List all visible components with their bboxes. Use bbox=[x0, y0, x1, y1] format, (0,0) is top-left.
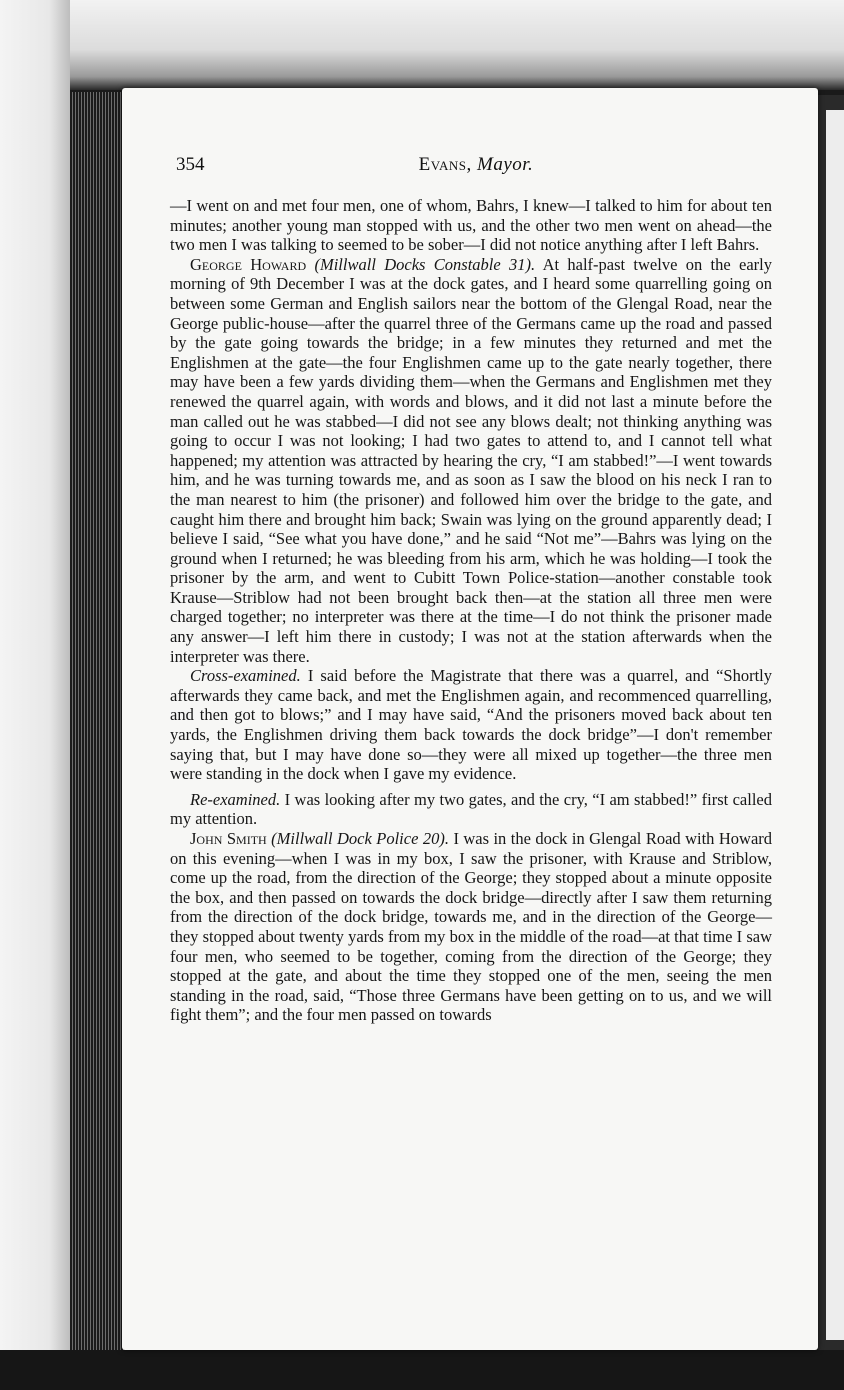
scan-background-top bbox=[0, 0, 844, 90]
page-number: 354 bbox=[176, 154, 205, 175]
page-header bbox=[176, 154, 776, 184]
facing-page-edge bbox=[826, 110, 844, 1340]
section-label: Cross-examined. bbox=[190, 666, 301, 686]
paragraph-text: I said before the Magistrate that there was a quarrel, and “Shortly afterwards they came back, and met the Englishmen again, and recommenced quarrelling, and then got to blows;” and I may have said, “And the prisoners moved back about ten yards, the Englishmen driving them back towards the dock bridge”—I don't remember saying that, but I may have done so—they were all mixed up together—the three men were standing in the dock when I gave my evidence. bbox=[170, 666, 773, 784]
running-title-office: Mayor. bbox=[477, 154, 534, 175]
witness-name: John Smith bbox=[190, 829, 267, 848]
witness-role: (Millwall Dock Police 20). bbox=[271, 829, 449, 848]
book-page-edges bbox=[70, 92, 128, 1350]
witness-name: George Howard bbox=[190, 254, 307, 274]
running-title-name: Evans, bbox=[418, 154, 472, 175]
witness-role: (Millwall Docks Constable 31). bbox=[314, 254, 536, 274]
page-body bbox=[170, 196, 772, 1025]
paragraph-testimony-smith bbox=[170, 829, 772, 1025]
paragraph-testimony-howard bbox=[170, 255, 772, 666]
paragraph-text: —I went on and met four men, one of whom, Bahrs, I knew—I talked to him for about ten minutes; another young man stopped with us, and the other two men went on ahead—the two men I was talking to seemed to be sober—I did not notice anything after I left Bahrs. bbox=[170, 196, 772, 255]
paragraph-text: I was in the dock in Glengal Road with Howard on this evening—when I was in my box, I saw the prisoner, with Krause and Striblow, come up the road, from the direction of the George; they stopped about a minute opposite the box, and then passed on towards the dock bridge—directly after I saw them returning from the direction of the dock bridge, towards me, and in the direction of the George—they stopped about twenty yards from my box in the middle of the road—at that time I saw four men, who seemed to be together, coming from the direction of the George; they stopped at the gate, and about the time they stopped one of the men, seeing the men standing in the road, said, “Those three Germans have been getting on to us, and we will fight them”; and the four men passed on towards bbox=[170, 829, 773, 1025]
paragraph-cross-examined bbox=[170, 666, 772, 784]
book-page bbox=[122, 88, 818, 1350]
section-label: Re-examined. bbox=[190, 789, 281, 809]
paragraph-text: At half-past twelve on the early morning of 9th December I was at the dock gates, and I heard some quarrelling going on between some German and English sailors near the bottom of the Glengal Road, near the George public-house—after the quarrel three of the Germans came up the road and passed by the gate going towards the bridge; in a few minutes they returned and met the Englishmen at the gate—the four Englishmen came up to the gate nearly together, there may have been a few yards dividing them—when the Germans and Englishmen met they renewed the quarrel again, with words and blows, and it did not last a minute before the man called out he was stabbed—I did not see any blows dealt; not thinking anything was going to occur I was not looking; I had two gates to attend to, and I cannot tell what happened; my attention was attracted by hearing the cry, “I am stabbed!”—I went towards him, and he was turning towards me, and as soon as I saw the blood on his neck I ran to the man nearest to him (the prisoner) and followed him over the bridge to the gate, and caught him there and brought him back; Swain was lying on the ground apparently dead; I believe I said, “See what you have done,” and he said “Not me”—Bahrs was lying on the ground when I returned; he was bleeding from his arm, which he was holding—I took the prisoner by the arm, and went to Cubitt Town Police-station—another constable took Krause—Striblow had not been brought back then—at the station all three men were charged together; no interpreter was there at the time—I do not think the prisoner made any answer—I left him there in custody; I was not at the station afterwards when the interpreter was there. bbox=[170, 254, 773, 666]
running-title bbox=[176, 154, 776, 176]
scan-background-bottom bbox=[0, 1350, 844, 1390]
scan-background-left bbox=[0, 0, 70, 1390]
paragraph-text: I was looking after my two gates, and the cry, “I am stabbed!” first called my attention. bbox=[170, 789, 772, 829]
paragraph-continuation bbox=[170, 196, 772, 255]
paragraph-re-examined bbox=[170, 790, 772, 829]
